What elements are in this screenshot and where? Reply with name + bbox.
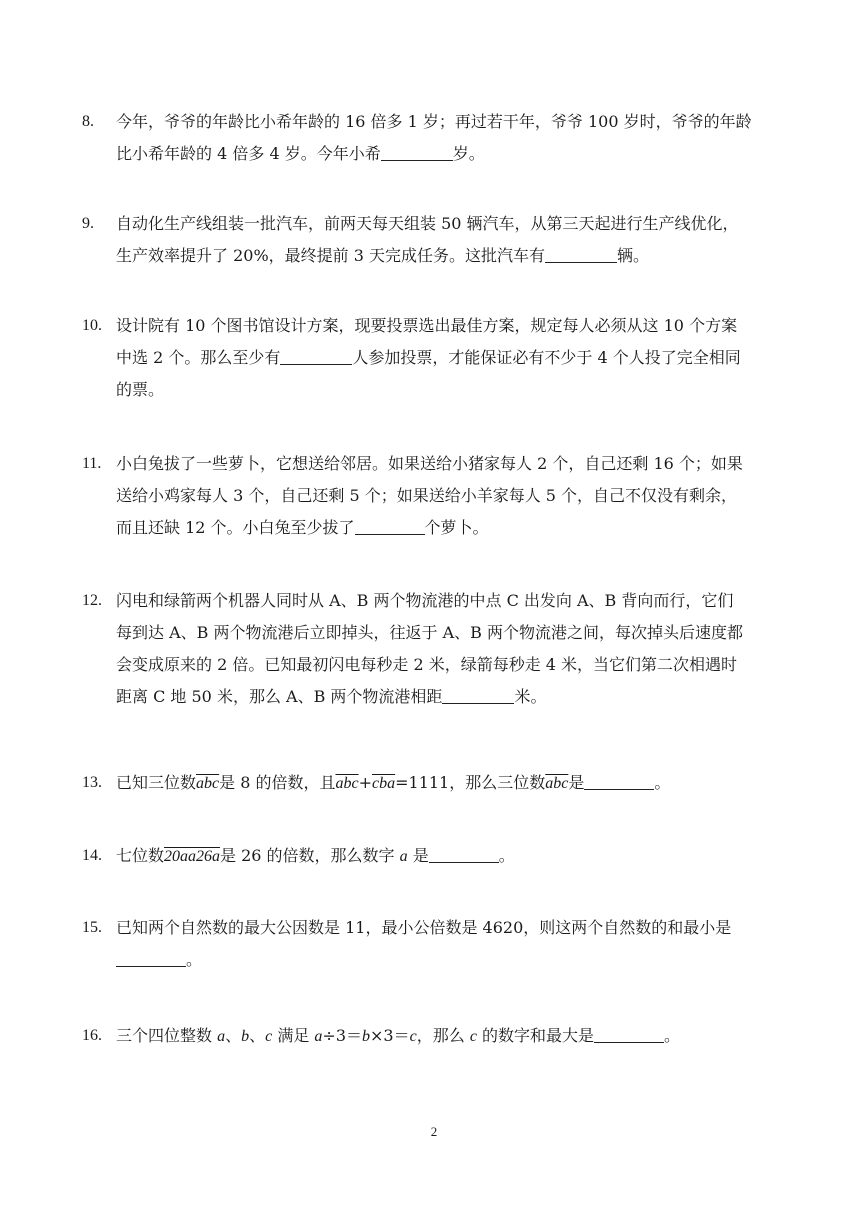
answer-blank[interactable] bbox=[116, 948, 186, 967]
problem-text: 是 26 的倍数，那么数字 bbox=[220, 846, 400, 865]
problem-text: ，那么 bbox=[416, 1026, 470, 1045]
problem-text: 七位数 bbox=[116, 846, 165, 865]
problem-text-line: 设计院有 10 个图书馆设计方案，现要投票选出最佳方案，规定每人必须从这 10 个方案 bbox=[116, 316, 738, 335]
problem-15 bbox=[82, 912, 788, 976]
problem-text: 是 8 的倍数，且 bbox=[219, 773, 336, 792]
problem-9 bbox=[82, 208, 788, 272]
problem-number: 9. bbox=[82, 215, 94, 232]
problem-text: ÷3＝ bbox=[322, 1026, 363, 1045]
problem-text: 三个四位整数 bbox=[116, 1026, 218, 1045]
problem-text-line: 的票。 bbox=[116, 380, 165, 399]
problem-text: ×3＝ bbox=[370, 1026, 410, 1045]
problem-text: 辆。 bbox=[617, 246, 650, 265]
problem-11 bbox=[82, 448, 788, 544]
problem-text: 的数字和最大是 bbox=[476, 1026, 595, 1045]
problem-14 bbox=[82, 840, 788, 873]
answer-blank[interactable] bbox=[584, 771, 654, 790]
problem-8 bbox=[82, 106, 788, 170]
variable: a bbox=[399, 848, 408, 865]
problem-text-line: 小白兔拔了一些萝卜，它想送给邻居。如果送给小猪家每人 2 个，自己还剩 16 个；如果 bbox=[116, 454, 743, 473]
problem-number: 8. bbox=[82, 113, 94, 130]
variable: a bbox=[217, 1028, 226, 1045]
variable: b bbox=[241, 1028, 250, 1045]
problem-12 bbox=[82, 585, 788, 713]
problem-text: 。 bbox=[664, 1026, 681, 1045]
overlined-number: $\overline{abc}$ bbox=[545, 775, 569, 792]
overlined-number: 20aa26a bbox=[164, 848, 221, 865]
problem-text: 。 bbox=[186, 950, 203, 969]
problem-text-line: 自动化生产线组装一批汽车，前两天每天组装 50 辆汽车，从第三天起进行生产线优化， bbox=[116, 214, 739, 233]
problem-number: 12. bbox=[82, 592, 102, 609]
problem-number: 11. bbox=[82, 455, 102, 472]
problem-text-line: 今年，爷爷的年龄比小希年龄的 16 倍多 1 岁；再过若干年，爷爷 100 岁时，爷爷的年龄 bbox=[116, 112, 752, 131]
problem-number: 14. bbox=[82, 847, 102, 864]
page-number: 2 bbox=[430, 1124, 438, 1139]
problem-text: 个萝卜。 bbox=[424, 518, 489, 537]
problem-text: 、 bbox=[249, 1026, 266, 1045]
problem-16 bbox=[82, 1020, 788, 1053]
problem-text: 。 bbox=[654, 773, 671, 792]
variable: c bbox=[265, 1028, 273, 1045]
answer-blank[interactable] bbox=[280, 346, 352, 365]
problem-text-line: 已知两个自然数的最大公因数是 11，最小公倍数是 4620，则这两个自然数的和最小是 bbox=[116, 918, 732, 937]
answer-blank[interactable] bbox=[355, 516, 425, 535]
variable: a bbox=[314, 1028, 323, 1045]
problem-number: 15. bbox=[82, 919, 102, 936]
problem-number: 10. bbox=[82, 317, 102, 334]
problem-text-line: 闪电和绿箭两个机器人同时从 A、B 两个物流港的中点 C 出发向 A、B 背向而行，它们 bbox=[116, 591, 734, 610]
problem-10 bbox=[82, 310, 788, 406]
problem-text-line: 会变成原来的 2 倍。已知最初闪电每秒走 2 米，绿箭每秒走 4 米，当它们第二次相遇时 bbox=[116, 655, 738, 674]
problem-text-line: 送给小鸡家每人 3 个，自己还剩 5 个；如果送给小羊家每人 5 个，自己不仅没有剩余， bbox=[116, 486, 738, 505]
problem-number: 16. bbox=[82, 1027, 102, 1044]
problem-text: 已知三位数 bbox=[116, 773, 197, 792]
variable: c bbox=[409, 1028, 417, 1045]
overlined-number: $\overline{abc}$ bbox=[196, 775, 220, 792]
problem-text: 。 bbox=[498, 846, 515, 865]
answer-blank[interactable] bbox=[545, 244, 617, 263]
overlined-number: $\overline{abc}$ bbox=[335, 775, 359, 792]
plus-sign: + bbox=[358, 773, 372, 792]
problem-text: 比小希年龄的 4 倍多 4 岁。今年小希 bbox=[116, 144, 381, 163]
problem-text: 人参加投票，才能保证必有不少于 4 个人投了完全相同 bbox=[352, 348, 741, 367]
answer-blank[interactable] bbox=[429, 844, 499, 863]
answer-blank[interactable] bbox=[381, 142, 453, 161]
problem-text: 满足 bbox=[272, 1026, 315, 1045]
problem-number: 13. bbox=[82, 774, 102, 791]
answer-blank[interactable] bbox=[442, 685, 514, 704]
problem-text: =1111，那么三位数 bbox=[395, 773, 546, 792]
problem-text-line: 每到达 A、B 两个物流港后立即掉头，往返于 A、B 两个物流港之间，每次掉头后速度都 bbox=[116, 623, 743, 642]
problem-13 bbox=[82, 767, 788, 800]
problem-text: 米。 bbox=[514, 687, 547, 706]
variable: b bbox=[362, 1028, 371, 1045]
variable: c bbox=[469, 1028, 477, 1045]
problem-text: 生产效率提升了 20%，最终提前 3 天完成任务。这批汽车有 bbox=[116, 246, 546, 265]
problem-text: 岁。 bbox=[452, 144, 485, 163]
answer-blank[interactable] bbox=[594, 1024, 664, 1043]
problem-text: 而且还缺 12 个。小白兔至少拔了 bbox=[116, 518, 355, 537]
overlined-number: $\overline{cba}$ bbox=[372, 775, 396, 792]
problem-text: 距离 C 地 50 米，那么 A、B 两个物流港相距 bbox=[116, 687, 443, 706]
problem-text: 、 bbox=[225, 1026, 242, 1045]
problem-text: 中选 2 个。那么至少有 bbox=[116, 348, 281, 367]
problem-text: 是 bbox=[407, 846, 429, 865]
problem-text: 是 bbox=[568, 773, 585, 792]
